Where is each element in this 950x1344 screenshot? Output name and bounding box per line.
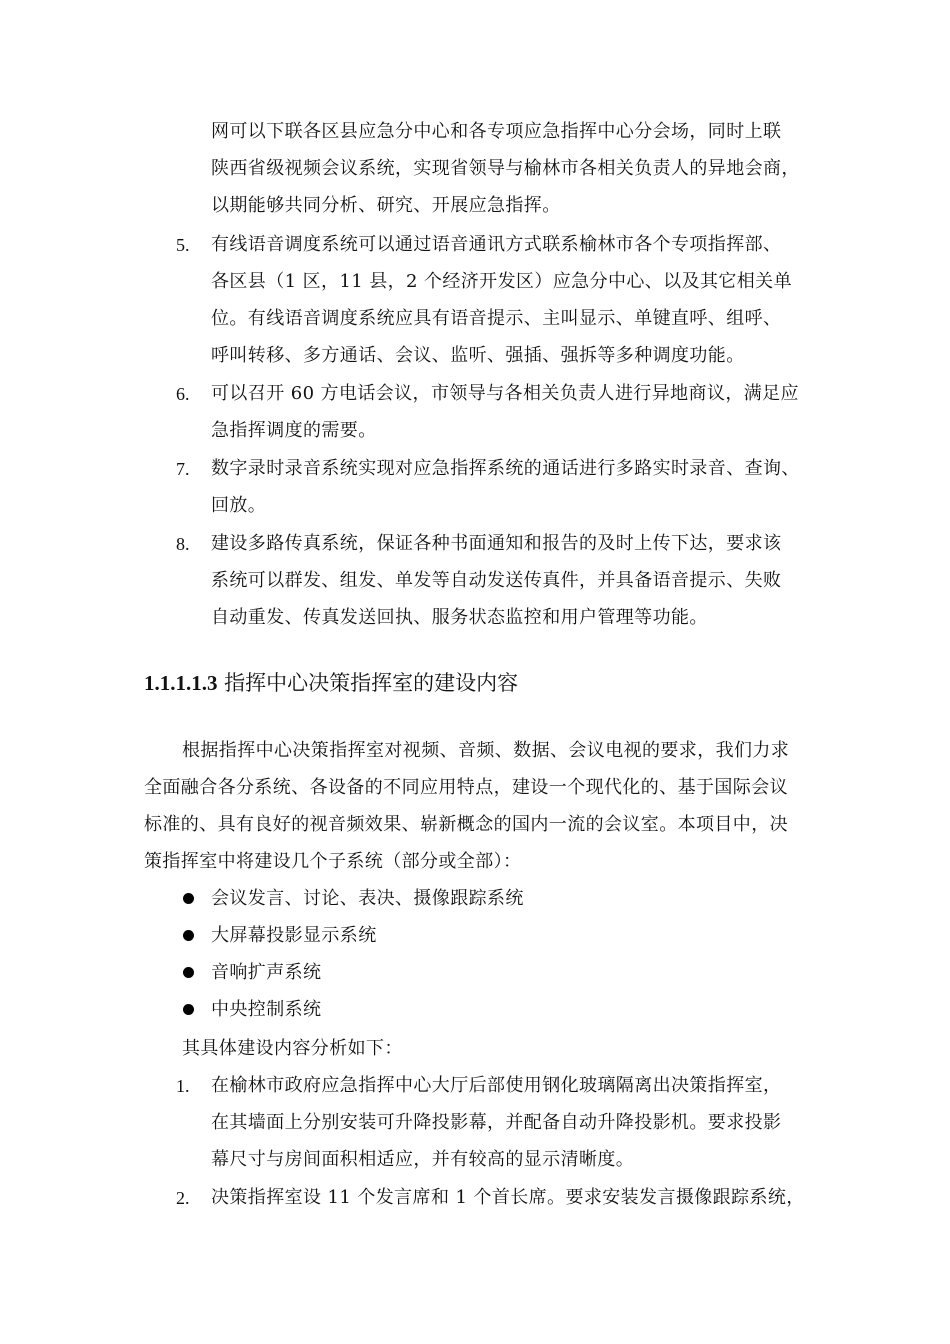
paragraph-line: 以期能够共同分析、研究、开展应急指挥。 — [211, 195, 561, 216]
list-item-line: 幕尺寸与房间面积相适应，并有较高的显示清晰度。 — [211, 1149, 635, 1170]
list-item-line: 可以召开 60 方电话会议，市领导与各相关负责人进行异地商议，满足应 — [211, 383, 799, 404]
list-number: 8. — [176, 534, 190, 554]
paragraph-line: 根据指挥中心决策指挥室对视频、音频、数据、会议电视的要求，我们力求 — [182, 740, 790, 761]
bullet-icon — [183, 967, 194, 978]
bullet-item: 音响扩声系统 — [211, 962, 322, 983]
bullet-item: 会议发言、讨论、表决、摄像跟踪系统 — [211, 888, 524, 909]
list-item-line: 建设多路传真系统，保证各种书面通知和报告的及时上传下达，要求该 — [211, 533, 782, 554]
paragraph-line: 其具体建设内容分析如下： — [182, 1038, 403, 1059]
paragraph-line: 网可以下联各区县应急分中心和各专项应急指挥中心分会场，同时上联 — [211, 121, 782, 142]
list-item-line: 呼叫转移、多方通话、会议、监听、强插、强拆等多种调度功能。 — [211, 345, 745, 366]
list-item-line: 各区县（1 区，11 县，2 个经济开发区）应急分中心、以及其它相关单 — [211, 271, 792, 292]
list-item-line: 有线语音调度系统可以通过语音通讯方式联系榆林市各个专项指挥部、 — [211, 234, 782, 255]
section-heading — [144, 668, 518, 698]
list-item-line: 在榆林市政府应急指挥中心大厅后部使用钢化玻璃隔离出决策指挥室， — [211, 1075, 782, 1096]
list-item-line: 回放。 — [211, 495, 267, 516]
bullet-icon — [183, 1004, 194, 1015]
paragraph-line: 全面融合各分系统、各设备的不同应用特点，建设一个现代化的、基于国际会议 — [144, 777, 788, 798]
paragraph-line: 策指挥室中将建设几个子系统（部分或全部）： — [144, 851, 522, 872]
bullet-icon — [183, 930, 194, 941]
list-item-line: 急指挥调度的需要。 — [211, 420, 377, 441]
list-item-line: 在其墙面上分别安装可升降投影幕，并配备自动升降投影机。要求投影 — [211, 1112, 782, 1133]
list-item-line: 系统可以群发、组发、单发等自动发送传真件，并具备语音提示、失败 — [211, 570, 782, 591]
paragraph-line: 陕西省级视频会议系统，实现省领导与榆林市各相关负责人的异地会商， — [211, 158, 800, 179]
section-title: 指挥中心决策指挥室的建设内容 — [217, 671, 519, 695]
list-number: 1. — [176, 1076, 190, 1096]
paragraph-line: 标准的、具有良好的视音频效果、崭新概念的国内一流的会议室。本项目中，决 — [144, 814, 788, 835]
list-item-line: 决策指挥室设 11 个发言席和 1 个首长席。要求安装发言摄像跟踪系统， — [211, 1187, 805, 1208]
bullet-item: 大屏幕投影显示系统 — [211, 925, 377, 946]
bullet-icon — [183, 893, 194, 904]
list-item-line: 自动重发、传真发送回执、服务状态监控和用户管理等功能。 — [211, 607, 708, 628]
list-item-line: 位。有线语音调度系统应具有语音提示、主叫显示、单键直呼、组呼、 — [211, 308, 782, 329]
section-number: 1.1.1.1.3 — [144, 671, 218, 695]
list-item-line: 数字录时录音系统实现对应急指挥系统的通话进行多路实时录音、查询、 — [211, 458, 800, 479]
list-number: 6. — [176, 384, 190, 404]
list-number: 5. — [176, 235, 190, 255]
bullet-item: 中央控制系统 — [211, 999, 322, 1020]
list-number: 2. — [176, 1188, 190, 1208]
list-number: 7. — [176, 459, 190, 479]
